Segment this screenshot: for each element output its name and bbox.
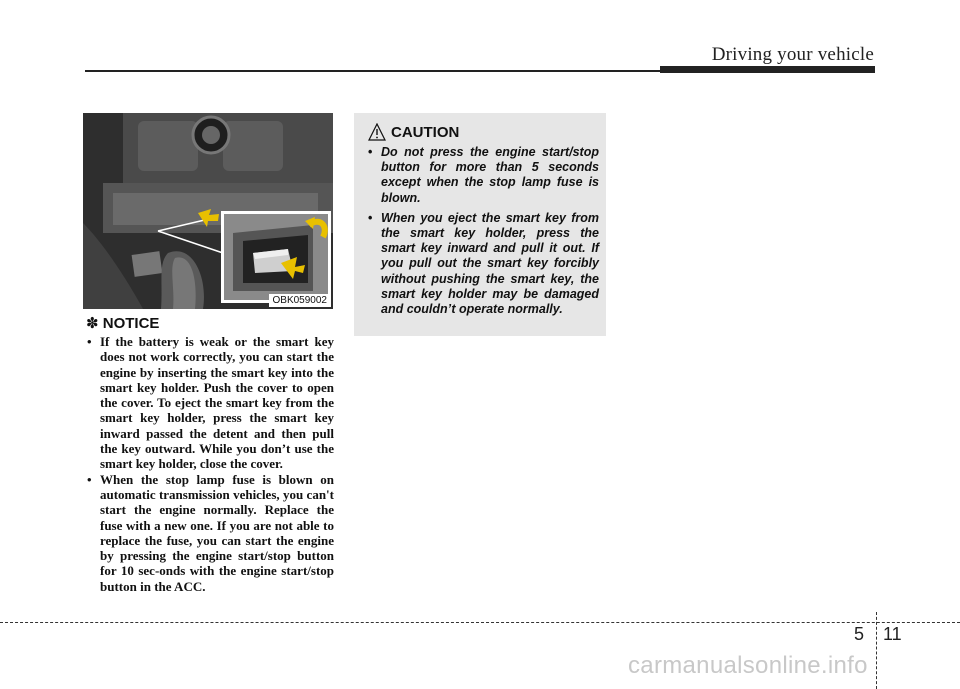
caution-bullet: •: [368, 145, 373, 159]
caution-list: [368, 145, 599, 322]
notice-title: NOTICE: [102, 315, 160, 332]
section-number: 5: [854, 624, 865, 644]
warning-triangle-icon: [368, 123, 386, 141]
watermark-link[interactable]: carmanualsonline.info: [628, 652, 868, 679]
page-number: 11: [883, 624, 902, 644]
notice-item: [87, 334, 334, 472]
notice-bullet: •: [87, 471, 92, 487]
page-number-separator: [876, 612, 877, 689]
notice-symbol: ✽: [86, 315, 99, 332]
notice-heading: [86, 314, 159, 332]
illustration-drawing: [83, 113, 333, 309]
header-bar: [660, 66, 875, 73]
caution-item: [368, 211, 599, 317]
section-title: Driving your vehicle: [711, 44, 874, 65]
smart-key-holder-illustration: [83, 113, 333, 309]
footer-rule: [0, 622, 960, 623]
caution-title: CAUTION: [391, 123, 460, 141]
caution-box: [354, 113, 606, 336]
caution-item: [368, 145, 599, 206]
notice-list: [87, 334, 334, 594]
caution-item-text: When you eject the smart key from the smart key holder, press the smart key inward and pull it out. If you pull out the smart key forcibly without pushing the smart key, the smart key holder may be damaged and couldn’t operate normally.: [381, 210, 599, 317]
figure-code: OBK059002: [269, 294, 332, 307]
notice-bullet: •: [87, 334, 92, 349]
caution-heading: [368, 121, 459, 143]
caution-bullet: •: [368, 210, 373, 225]
notice-item: [87, 472, 334, 594]
notice-item-text: If the battery is weak or the smart key does not work correctly, you can start the engine by inserting the smart key into the smart key holder. Push the cover to open the cover. To eject the smart key from the smart key holder, press the smart key inward passed the detent and then pull the key outward. While you don’t use the smart key holder, close the cover.: [100, 334, 334, 472]
notice-item-text: When the stop lamp fuse is blown on automatic transmission vehicles, you can't start the engine normally. Replace the fuse with a new one. If you are not able to replace the fuse, you can start the engine by pressing the engine start/stop button for 10 sec-onds with the engine start/stop button in the ACC.: [100, 471, 334, 594]
header-rule: [85, 70, 660, 72]
caution-item-text: Do not press the engine start/stop button for more than 5 seconds except when the stop lamp fuse is blown.: [381, 145, 599, 205]
